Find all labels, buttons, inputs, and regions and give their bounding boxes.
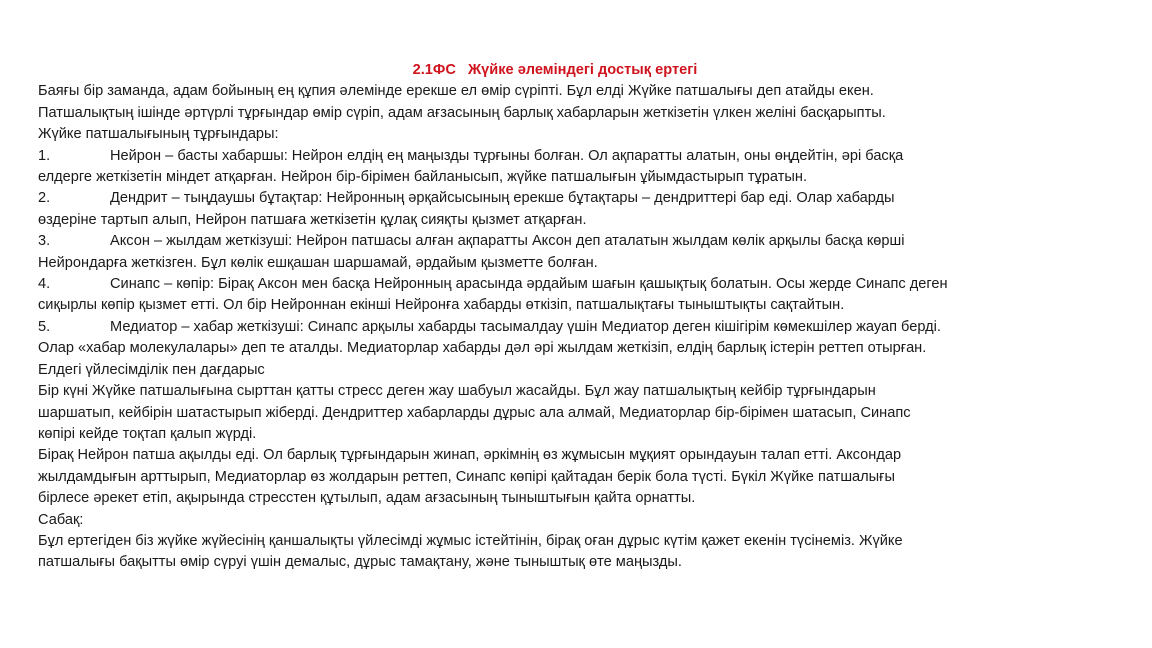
item-number: 3. xyxy=(38,233,51,250)
residents-heading: Жүйке патшалығының тұрғындары: xyxy=(38,126,279,143)
section-heading: Елдегі үйлесімділік пен дағдарыс xyxy=(38,361,265,378)
list-item xyxy=(38,317,1078,360)
title-text: Жүйке әлеміндегі достық ертегі xyxy=(467,62,698,78)
item-number: 1. xyxy=(38,147,51,164)
item-text-continued: сиқырлы көпір қызмет етті. Ол бір Нейроннан екінші Нейронға хабарды өткізіп, патшалықтағы тыныштықты сақтайтын. xyxy=(38,297,845,314)
intro-line: Патшалықтың ішінде әртүрлі тұрғындар өмір сүріп, адам ағзасының барлық хабарларын жеткізетін үлкен желіні басқарыпты. xyxy=(38,104,886,121)
paragraph-line: бірлесе әрекет етіп, ақырында стресстен құтылып, адам ағзасының тыныштығын қайта орнатты. xyxy=(38,490,696,507)
paragraph-line: Бір күні Жүйке патшалығына сырттан қатты стресс деген жау шабуыл жасайды. Бұл жау патшалықтың кейбір тұрғындарын xyxy=(38,383,876,400)
paragraph-line: патшалығы бақытты өмір сүруі үшін демалыс, дұрыс тамақтану, және тыныштық өте маңызды. xyxy=(38,554,682,571)
list-item xyxy=(38,146,1078,189)
intro-line: Баяғы бір заманда, адам бойының ең құпия әлемінде ерекше ел өмір сүріпті. Бұл елді Жүйке патшалығы деп атайды екен. xyxy=(38,83,874,100)
item-text-continued: Нейрондарға жеткізген. Бұл көлік ешқашан шаршамай, әрдайым қызметте болған. xyxy=(38,254,598,271)
paragraph-line: Бірақ Нейрон патша ақылды еді. Ол барлық тұрғындарын жинап, әркімнің өз жұмысын мұқият орындауын талап етті. Аксондар xyxy=(38,447,902,464)
item-number: 5. xyxy=(38,318,51,335)
document-title xyxy=(38,60,1072,81)
title-number: 2.1ФС xyxy=(412,62,456,78)
list-item xyxy=(38,231,1078,274)
item-text-continued: елдерге жеткізетін міндет атқарған. Нейрон бір-бірімен байланысып, жүйке патшалығын ұйымдастырып тұратын. xyxy=(38,169,808,186)
paragraph-line: көпірі кейде тоқтап қалып жүрді. xyxy=(38,425,257,442)
item-number: 4. xyxy=(38,276,51,293)
item-text: Нейрон – басты хабаршы: Нейрон елдің ең маңызды тұрғыны болған. Ол ақпаратты алатын, оны өңдейтін, әрі басқа xyxy=(110,147,904,164)
item-text-continued: өздеріне тартып алып, Нейрон патшаға жеткізетін құлақ сияқты қызмет атқарған. xyxy=(38,211,587,228)
item-number: 2. xyxy=(38,190,51,207)
paragraph-line: Бұл ертегіден біз жүйке жүйесінің қаншалықты үйлесімді жұмыс істейтінін, бірақ оған дұрыс күтім қажет екенін түсінеміз. Жүйке xyxy=(38,532,903,549)
item-text: Аксон – жылдам жеткізуші: Нейрон патшасы алған ақпаратты Аксон деп аталатын жылдам көлік арқылы басқа көрші xyxy=(110,233,905,250)
intro-section xyxy=(38,81,1078,145)
paragraph-line: жылдамдығын арттырып, Медиаторлар өз жолдарын реттеп, Синапс көпірі қайтадан берік бола түсті. Бүкіл Жүйке патшалығы xyxy=(38,468,895,485)
item-text: Дендрит – тыңдаушы бұтақтар: Нейронның әрқайсысының ерекше бұтақтары – дендриттері бар еді. Олар хабарды xyxy=(110,190,895,207)
crisis-section xyxy=(38,360,1078,510)
item-text: Синапс – көпір: Бірақ Аксон мен басқа Нейронның арасында әрдайым шағын қашықтық болатын. Осы жерде Синапс деген xyxy=(110,276,948,293)
item-text: Медиатор – хабар жеткізуші: Синапс арқылы хабарды тасымалдау үшін Медиатор деген кішігірім көмекшілер жауап берді. xyxy=(110,318,941,335)
residents-list xyxy=(38,146,1078,360)
document-page xyxy=(38,60,1078,574)
paragraph-line: шаршатып, кейбірін шатастырып жіберді. Дендриттер хабарларды дұрыс ала алмай, Медиаторлар бір-бірімен шатасып, Синапс xyxy=(38,404,911,421)
list-item xyxy=(38,188,1078,231)
item-text-continued: Олар «хабар молекулалары» деп те аталды. Медиаторлар хабарды дәл әрі жылдам жеткізіп, елдің барлық істерін реттеп отырған. xyxy=(38,340,927,357)
section-heading: Сабақ: xyxy=(38,511,84,528)
lesson-section xyxy=(38,510,1078,574)
list-item xyxy=(38,274,1078,317)
